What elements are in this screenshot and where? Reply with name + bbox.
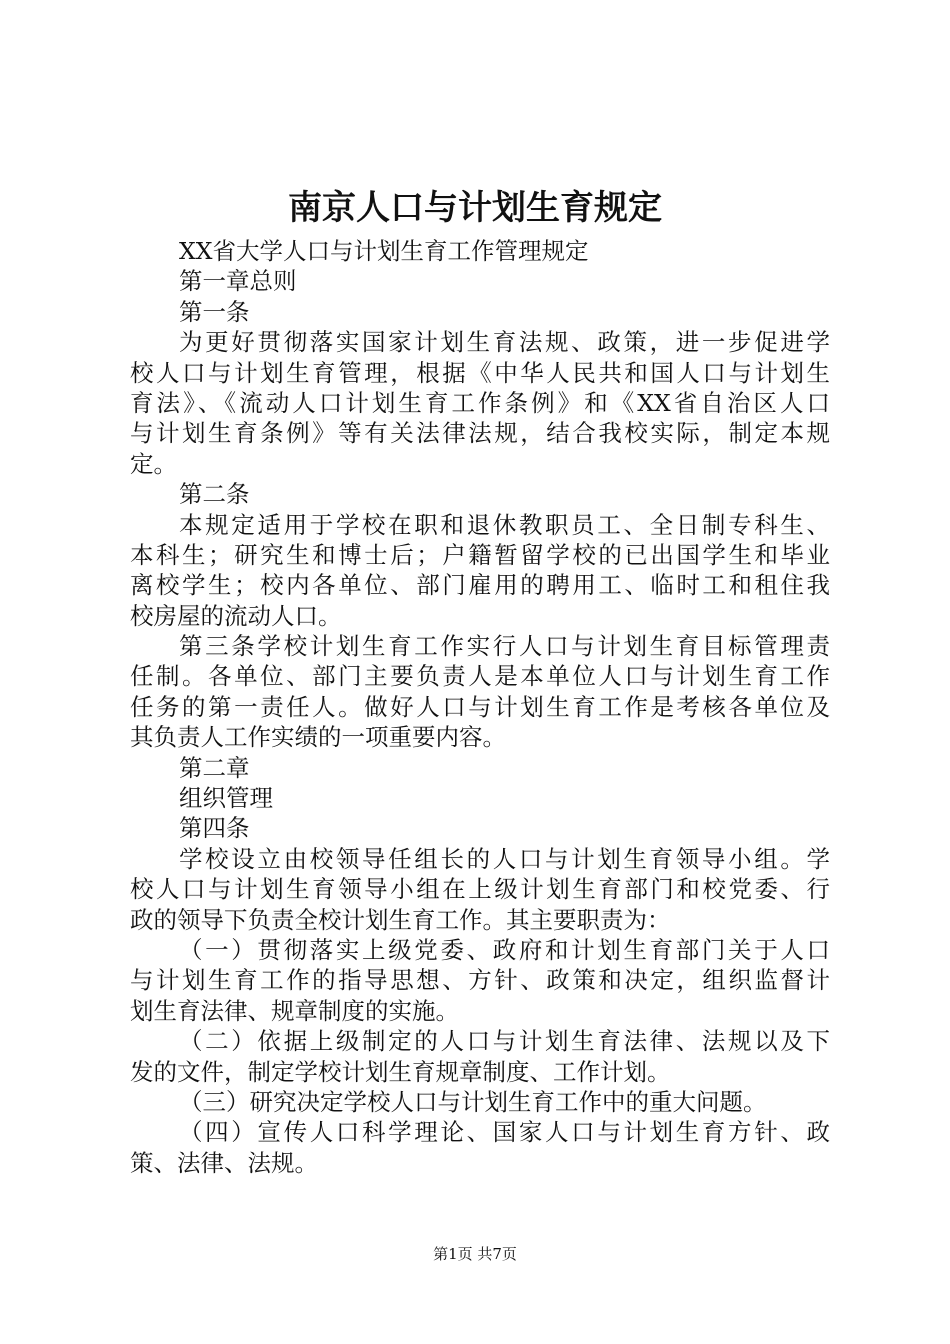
paragraph-line: XX省大学人口与计划生育工作管理规定: [179, 237, 589, 265]
document-body: [130, 236, 830, 1178]
paragraph-line: （四）宣传人口科学理论、国家人口与计划生育方针、政: [179, 1118, 830, 1147]
paragraph-line: 定。: [130, 449, 177, 478]
paragraph-line: 为更好贯彻落实国家计划生育法规、政策，进一步促进学: [179, 328, 830, 357]
document-title: 南京人口与计划生育规定: [288, 188, 662, 228]
paragraph-line: 校房屋的流动人口。: [130, 601, 342, 630]
page-footer: 第1页 共7页: [433, 1245, 517, 1263]
paragraph-line: 本科生；研究生和博士后；户籍暂留学校的已出国学生和毕业: [130, 540, 830, 569]
paragraph-line: 本规定适用于学校在职和退休教职员工、全日制专科生、: [179, 510, 830, 539]
paragraph-line: 第一章总则: [179, 267, 297, 296]
paragraph-line: 育法》、《流动人口计划生育工作条例》和《XX省自治区人口: [130, 388, 830, 417]
paragraph-line: （三）研究决定学校人口与计划生育工作中的重大问题。: [179, 1087, 767, 1116]
paragraph-line: （一）贯彻落实上级党委、政府和计划生育部门关于人口: [179, 935, 830, 964]
paragraph-line: 组织管理: [179, 784, 273, 813]
paragraph-line: 校人口与计划生育领导小组在上级计划生育部门和校党委、行: [130, 875, 830, 904]
paragraph-line: 第二章: [179, 753, 250, 782]
paragraph-line: 其负责人工作实绩的一项重要内容。: [130, 723, 506, 752]
paragraph-line: 策、法律、法规。: [130, 1148, 318, 1177]
paragraph-line: 划生育法律、规章制度的实施。: [130, 996, 459, 1025]
paragraph-line: 与计划生育工作的指导思想、方针、政策和决定，组织监督计: [130, 966, 830, 995]
paragraph-line: 任务的第一责任人。做好人口与计划生育工作是考核各单位及: [130, 692, 830, 721]
paragraph-line: 任制。各单位、部门主要负责人是本单位人口与计划生育工作: [130, 662, 830, 691]
paragraph-line: 政的领导下负责全校计划生育工作。其主要职责为：: [130, 905, 671, 934]
paragraph-line: 学校设立由校领导任组长的人口与计划生育领导小组。学: [179, 844, 830, 873]
paragraph-line: 第四条: [179, 814, 250, 843]
paragraph-line: 校人口与计划生育管理，根据《中华人民共和国人口与计划生: [130, 358, 830, 387]
paragraph-line: 第三条学校计划生育工作实行人口与计划生育目标管理责: [179, 632, 830, 661]
paragraph-line: 与计划生育条例》等有关法律法规，结合我校实际，制定本规: [130, 419, 830, 448]
paragraph-line: 第二条: [179, 480, 250, 509]
paragraph-line: 第一条: [179, 297, 250, 326]
paragraph-line: 离校学生；校内各单位、部门雇用的聘用工、临时工和租住我: [130, 571, 830, 600]
paragraph-line: 发的文件，制定学校计划生育规章制度、工作计划。: [130, 1057, 671, 1086]
paragraph-line: （二）依据上级制定的人口与计划生育法律、法规以及下: [179, 1027, 830, 1056]
